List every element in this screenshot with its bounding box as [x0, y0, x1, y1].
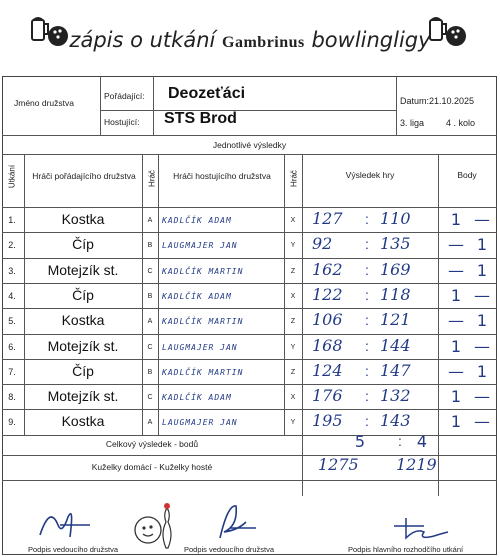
- guest-captain-signature: [206, 498, 266, 544]
- col-header-order: Utkání: [7, 164, 17, 189]
- guest-player-name: KADLČÍK MARTIN: [162, 367, 244, 377]
- home-point: —: [448, 235, 464, 255]
- round-label: 4 . kolo: [446, 118, 476, 128]
- home-player-name: Kostka: [61, 211, 105, 227]
- guest-player-position: X: [290, 292, 296, 300]
- guest-player-position: Z: [290, 368, 296, 376]
- home-point: —: [448, 311, 464, 331]
- guest-player-name: LAUGMAJER JAN: [162, 241, 238, 251]
- guest-point: —: [474, 285, 490, 305]
- total-points-label: Celkový výsledek - bodů: [105, 439, 199, 449]
- host-label: Hostující:: [104, 117, 140, 127]
- home-player-name: Motejzík st.: [47, 388, 119, 405]
- home-point: 1: [450, 336, 462, 356]
- title-prefix: zápis o utkání: [69, 28, 216, 52]
- guest-player-name: KADLČÍK MARTIN: [162, 266, 244, 276]
- pins-home: 1275: [318, 455, 359, 474]
- guest-point: —: [474, 210, 490, 229]
- score-separator: :: [365, 312, 369, 329]
- col-header-points: Body: [457, 170, 477, 180]
- row-number: 1.: [8, 215, 16, 225]
- guest-score: 132: [380, 386, 411, 406]
- score-separator: :: [365, 286, 369, 303]
- guest-player-position: Y: [290, 419, 296, 427]
- guest-player-position: Y: [290, 343, 296, 351]
- title-suffix: bowlingligy: [311, 28, 431, 52]
- guest-score: 110: [380, 209, 411, 228]
- home-player-name: Kostka: [61, 413, 105, 430]
- home-player-position: C: [147, 394, 153, 402]
- form-title: [60, 28, 440, 52]
- guest-captain-signature-label: Podpis vedoucího družstva: [184, 545, 275, 554]
- home-score: 106: [312, 310, 343, 330]
- guest-player-name: LAUGMAJER JAN: [162, 418, 238, 428]
- guest-score: 121: [380, 310, 411, 330]
- guest-score: 144: [380, 335, 411, 355]
- guest-point: 1: [476, 260, 488, 280]
- home-score: 124: [312, 360, 343, 380]
- home-score: 168: [312, 335, 343, 355]
- brand-wordmark: Gambrinus: [222, 34, 305, 51]
- home-score: 195: [312, 411, 343, 431]
- col-header-guest-pos: Hráč: [289, 170, 299, 187]
- row-number: 4.: [8, 290, 16, 301]
- guest-player-position: X: [290, 217, 296, 224]
- total-guest-points: 4: [416, 432, 428, 451]
- row-number: 5.: [8, 316, 16, 327]
- row-number: 9.: [8, 417, 16, 428]
- home-point: 1: [450, 387, 462, 407]
- home-player-position: A: [147, 419, 153, 427]
- guest-point: —: [474, 336, 490, 356]
- guest-point: 1: [476, 311, 488, 331]
- row-number: 3.: [8, 265, 16, 276]
- section-title: Jednotlivé výsledky: [212, 140, 287, 150]
- home-player-position: C: [147, 267, 153, 275]
- home-player-position: B: [147, 292, 153, 300]
- home-score: 176: [312, 386, 343, 406]
- score-separator: :: [365, 261, 369, 278]
- organizer-team-name: Deozeťáci: [168, 85, 246, 102]
- col-header-home-pos: Hráč: [147, 170, 157, 187]
- home-point: —: [448, 361, 464, 381]
- home-score: 127: [312, 209, 343, 228]
- total-home-points: 5: [354, 432, 366, 451]
- home-player-name: Číp: [72, 286, 94, 303]
- home-captain-signature-label: Podpis vedoucího družstva: [28, 545, 119, 554]
- home-score: 162: [312, 259, 343, 279]
- row-number: 6.: [8, 341, 16, 352]
- home-point: 1: [450, 285, 462, 305]
- guest-player-position: Z: [290, 318, 296, 326]
- col-header-guest-players: Hráči hostujícího družstva: [173, 171, 271, 181]
- guest-player-name: LAUGMAJER JAN: [162, 342, 238, 352]
- score-separator: :: [365, 236, 369, 253]
- team-name-label: Jméno družstva: [14, 98, 74, 108]
- guest-score: 143: [380, 411, 411, 431]
- score-separator: :: [365, 388, 369, 405]
- home-player-name: Číp: [72, 362, 94, 379]
- col-header-result: Výsledek hry: [345, 170, 395, 180]
- guest-score: 118: [380, 284, 411, 304]
- home-player-name: Číp: [72, 236, 94, 253]
- guest-player-position: Z: [290, 267, 296, 275]
- score-separator: :: [365, 337, 369, 354]
- guest-player-name: KADLČÍK ADAM: [162, 393, 232, 403]
- score-separator: :: [365, 211, 369, 227]
- league-label: 3. liga: [400, 118, 425, 128]
- pins-label: Kuželky domácí - Kuželky hosté: [91, 462, 213, 472]
- guest-score: 169: [380, 259, 411, 279]
- pins-guest: 1219: [396, 455, 437, 474]
- host-team-name: STS Brod: [164, 110, 237, 127]
- home-captain-signature: [30, 505, 100, 545]
- col-header-home-players: Hráči pořádajícího družstva: [32, 171, 136, 181]
- home-player-position: B: [147, 368, 153, 376]
- guest-player-name: KADLČÍK ADAM: [162, 216, 232, 225]
- match-date: Datum:21.10.2025: [400, 96, 475, 106]
- row-number: 8.: [8, 392, 16, 403]
- guest-point: —: [474, 387, 490, 407]
- guest-player-position: X: [290, 394, 296, 402]
- home-player-position: A: [147, 318, 153, 326]
- referee-signature-label: Podpis hlavního rozhodčího utkání: [348, 545, 464, 554]
- home-player-position: A: [147, 217, 153, 224]
- guest-score: 147: [380, 360, 411, 380]
- home-point: 1: [450, 210, 462, 229]
- guest-point: 1: [476, 361, 488, 381]
- score-separator: :: [365, 413, 369, 430]
- row-number: 2.: [8, 240, 16, 251]
- referee-signature: [388, 512, 458, 542]
- row-number: 7.: [8, 366, 16, 377]
- home-point: —: [448, 260, 464, 280]
- home-player-name: Kostka: [61, 312, 105, 329]
- home-player-position: C: [147, 343, 153, 351]
- guest-player-name: KADLČÍK MARTIN: [162, 317, 244, 327]
- bowling-pin-mascot-icon: [126, 500, 180, 554]
- guest-player-position: Y: [290, 242, 296, 250]
- home-player-name: Motejzík st.: [47, 337, 119, 354]
- guest-player-name: KADLČÍK ADAM: [162, 291, 232, 301]
- organizer-label: Pořádající:: [104, 91, 145, 101]
- guest-point: —: [474, 412, 490, 432]
- guest-point: 1: [476, 235, 488, 255]
- home-point: 1: [450, 412, 462, 432]
- home-score: 92: [312, 234, 333, 254]
- total-separator: :: [398, 433, 402, 449]
- home-player-position: B: [147, 242, 153, 250]
- home-score: 122: [312, 284, 343, 304]
- home-player-name: Motejzík st.: [47, 261, 119, 278]
- bowling-logo-icon-right: [426, 12, 470, 52]
- guest-score: 135: [380, 234, 411, 254]
- score-separator: :: [365, 362, 369, 379]
